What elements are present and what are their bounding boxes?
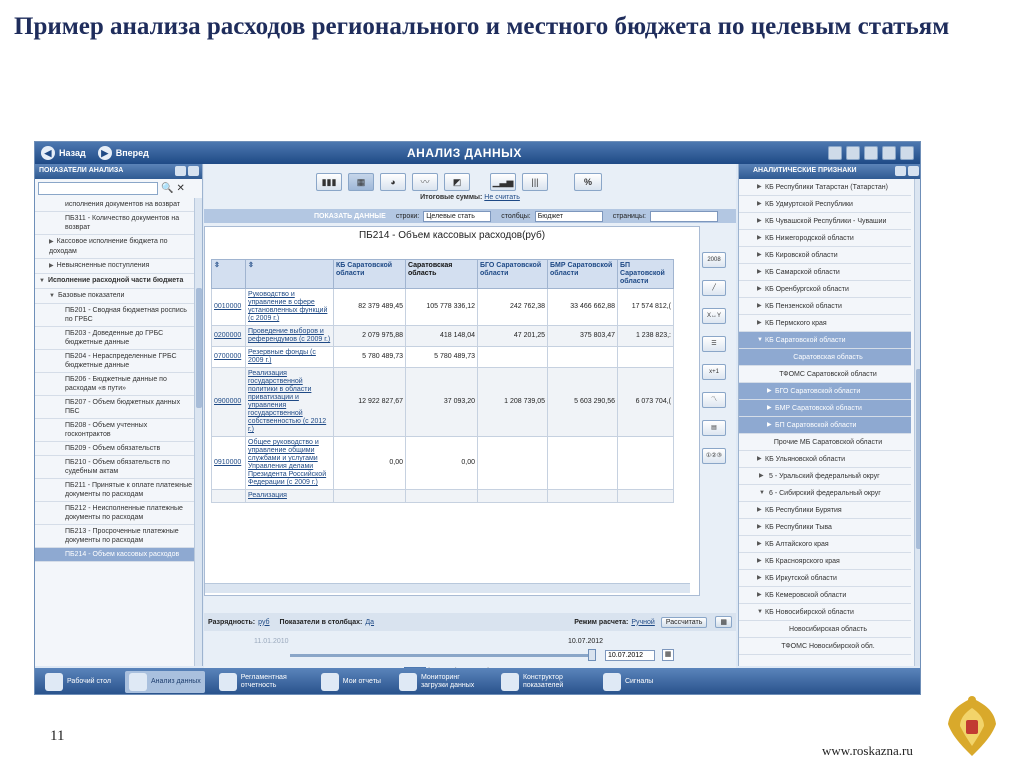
attribute-item[interactable] bbox=[739, 196, 911, 213]
collapsed-arrow-icon[interactable]: ▶ bbox=[759, 473, 764, 479]
module-icon bbox=[129, 673, 147, 691]
expanded-arrow-icon[interactable]: ▼ bbox=[49, 293, 55, 299]
digits-label: Разрядность: bbox=[208, 618, 256, 626]
expanded-arrow-icon[interactable]: ▼ bbox=[759, 490, 765, 496]
attribute-item[interactable] bbox=[739, 383, 911, 400]
totals-label: Итоговые суммы: bbox=[420, 194, 483, 201]
col-header-0[interactable]: КБ Саратовской области bbox=[334, 260, 406, 289]
indicator-item-label: ПБ204 - Нераспределенные ГРБС бюджетные данные bbox=[65, 353, 177, 369]
collapsed-arrow-icon[interactable]: ▶ bbox=[757, 252, 762, 258]
module-icon bbox=[219, 673, 237, 691]
site-url: www.roskazna.ru bbox=[822, 743, 913, 758]
sort-icon[interactable]: ⇳ bbox=[212, 260, 246, 289]
collapsed-arrow-icon[interactable]: ▶ bbox=[757, 303, 762, 309]
table-cell: 105 778 336,12 bbox=[406, 289, 478, 326]
table-cell: 5 603 290,56 bbox=[548, 368, 618, 437]
taskbar-item-label: Мониторинг загрузки данных bbox=[420, 674, 475, 689]
attribute-item-label: КБ Республики Бурятия bbox=[765, 507, 842, 514]
table-cell bbox=[478, 347, 548, 368]
taskbar-item[interactable] bbox=[497, 671, 589, 693]
attribute-item-label: КБ Кировской области bbox=[765, 252, 838, 259]
attribute-item[interactable] bbox=[739, 451, 911, 468]
attribute-item[interactable] bbox=[739, 230, 911, 247]
trend-icon[interactable]: 〽 bbox=[702, 392, 726, 408]
taskbar-item[interactable] bbox=[41, 671, 115, 693]
row-name-link[interactable]: Реализация bbox=[246, 490, 334, 503]
digits-link[interactable]: руб bbox=[258, 618, 270, 626]
upload-icon[interactable] bbox=[828, 146, 842, 160]
row-name-link[interactable]: Реализация государственной политики в области приватизации и управления государственной собственностью (с 2012 г.) bbox=[246, 368, 334, 437]
indicator-item-label: Кассовое исполнение бюджета по доходам bbox=[49, 238, 168, 255]
search-icon[interactable]: 🔍 bbox=[161, 183, 174, 194]
pages-select[interactable] bbox=[650, 211, 718, 222]
info-icon[interactable] bbox=[900, 146, 914, 160]
attribute-item[interactable] bbox=[739, 485, 911, 502]
indicators-panel-header bbox=[35, 164, 202, 179]
attribute-item-label: КБ Самарской области bbox=[765, 269, 840, 276]
attribute-item-label: КБ Саратовской области bbox=[765, 337, 846, 344]
attributes-list bbox=[739, 179, 911, 666]
indicator-item[interactable] bbox=[35, 479, 195, 502]
indicator-item-label: ПБ207 - Объем бюджетных данных ПБС bbox=[65, 399, 181, 415]
minimize-icon[interactable] bbox=[895, 166, 906, 176]
rows-select[interactable]: Целевые стать bbox=[423, 211, 491, 222]
attribute-item[interactable] bbox=[739, 349, 911, 366]
collapsed-arrow-icon[interactable]: ▶ bbox=[757, 218, 762, 224]
attribute-item-label: КБ Пензенской области bbox=[765, 303, 842, 310]
attribute-item-label: КБ Алтайского края bbox=[765, 541, 829, 548]
formula-icon[interactable]: x+1 bbox=[702, 364, 726, 380]
collapsed-arrow-icon[interactable]: ▶ bbox=[757, 269, 762, 275]
attribute-item[interactable] bbox=[739, 298, 911, 315]
pie-chart-icon[interactable]: ◕ bbox=[380, 173, 406, 191]
col-header-2[interactable]: БГО Саратовской области bbox=[478, 260, 548, 289]
attribute-item[interactable] bbox=[739, 621, 911, 638]
data-panel bbox=[204, 164, 736, 666]
minimize-icon[interactable] bbox=[175, 166, 186, 176]
indicator-item-label: ПБ214 - Объем кассовых расходов bbox=[65, 551, 180, 558]
rows-label: строки: bbox=[395, 212, 420, 220]
table-caption: ПБ214 - Объем кассовых расходов(руб) bbox=[358, 230, 546, 241]
table-cell bbox=[478, 437, 548, 490]
table-cell: 17 574 812,( bbox=[618, 289, 674, 326]
attribute-item[interactable] bbox=[739, 468, 911, 485]
timeline-slider-handle[interactable] bbox=[588, 649, 596, 661]
row-name-link[interactable]: Проведение выборов и референдумов (с 2009 г.) bbox=[246, 326, 334, 347]
attribute-item-label: КБ Оренбургской области bbox=[765, 286, 849, 293]
settings-bar bbox=[204, 613, 736, 631]
indicator-item-label: ПБ211 - Принятые к оплате платежные документы по расходам bbox=[65, 482, 193, 498]
arrow-right-icon: ▶ bbox=[98, 146, 112, 160]
attribute-item-label: 6 - Сибирский федеральный округ bbox=[769, 490, 881, 497]
indicators-panel-title: ПОКАЗАТЕЛИ АНАЛИЗА bbox=[39, 167, 124, 174]
taskbar-item[interactable] bbox=[215, 671, 307, 693]
indicator-item-label: Исполнение расходной части бюджета bbox=[47, 277, 184, 284]
attribute-item-label: Саратовская область bbox=[793, 354, 863, 361]
attribute-item[interactable] bbox=[739, 553, 911, 570]
attribute-item-label: ТФОМС Саратовской области bbox=[779, 371, 877, 378]
collapsed-arrow-icon[interactable]: ▶ bbox=[49, 239, 54, 245]
columns-indicator-label: Показатели в столбцах: bbox=[279, 618, 363, 626]
table-cell: 1 238 823,: bbox=[618, 326, 674, 347]
indicator-item-label: ПБ212 - Неисполненные платежные документы по расходам bbox=[65, 505, 183, 521]
attribute-item-label: КБ Новосибирской области bbox=[765, 609, 854, 616]
module-icon bbox=[45, 673, 63, 691]
module-icon bbox=[399, 673, 417, 691]
table-cell bbox=[618, 437, 674, 490]
back-button[interactable] bbox=[41, 146, 86, 160]
attribute-item[interactable] bbox=[739, 434, 911, 451]
expanded-arrow-icon[interactable]: ▼ bbox=[39, 278, 45, 284]
indicator-item-label: ПБ311 - Количество документов на возврат bbox=[65, 215, 180, 231]
compare-years-icon[interactable]: 2008 bbox=[702, 252, 726, 268]
side-tools bbox=[702, 252, 732, 476]
collapsed-arrow-icon[interactable]: ▶ bbox=[757, 201, 762, 207]
columns-select[interactable]: Бюджет bbox=[535, 211, 603, 222]
data-table-area bbox=[204, 226, 700, 596]
collapsed-arrow-icon[interactable]: ▶ bbox=[767, 405, 772, 411]
attribute-item-label: КБ Пермского края bbox=[765, 320, 827, 327]
taskbar-item-label: Мои отчеты bbox=[342, 678, 381, 685]
attribute-item[interactable] bbox=[739, 587, 911, 604]
map-icon[interactable]: ◩ bbox=[444, 173, 470, 191]
col-header-4[interactable]: БП Саратовской области bbox=[618, 260, 674, 289]
attribute-item-label: КБ Ульяновской области bbox=[765, 456, 846, 463]
attribute-item-label: БГО Саратовской области bbox=[775, 388, 861, 395]
attribute-item-label: КБ Республики Татарстан (Татарстан) bbox=[765, 184, 888, 191]
attribute-item-label: КБ Нижегородской области bbox=[765, 235, 854, 242]
show-data-button[interactable]: ПОКАЗАТЬ ДАННЫЕ bbox=[314, 212, 386, 220]
indicator-item-label: исполнения документов на возврат bbox=[65, 201, 181, 208]
table-cell bbox=[334, 490, 406, 503]
table-cell bbox=[548, 490, 618, 503]
table-row bbox=[212, 289, 674, 326]
attribute-item[interactable] bbox=[739, 213, 911, 230]
row-name-link[interactable]: Руководство и управление в сфере установленных функций (с 2009 г.) bbox=[246, 289, 334, 326]
collapsed-arrow-icon[interactable]: ▶ bbox=[757, 456, 762, 462]
attribute-item[interactable] bbox=[739, 332, 911, 349]
attribute-item-label: Прочие МБ Саратовской области bbox=[773, 439, 883, 446]
settings-icon[interactable] bbox=[864, 146, 878, 160]
date-input[interactable] bbox=[605, 650, 655, 661]
attribute-item-label: Новосибирская область bbox=[789, 626, 867, 633]
collapsed-arrow-icon[interactable]: ▶ bbox=[49, 263, 54, 269]
attribute-item-label: КБ Удмуртской Республики bbox=[765, 201, 853, 208]
indicator-item[interactable] bbox=[35, 419, 195, 442]
attributes-panel-header bbox=[739, 164, 921, 179]
attribute-item[interactable] bbox=[739, 502, 911, 519]
axis-icon[interactable]: ╱ bbox=[702, 280, 726, 296]
indicator-item[interactable] bbox=[35, 373, 195, 396]
row-code-link[interactable]: 0900000 bbox=[212, 368, 246, 437]
indicator-item[interactable] bbox=[35, 304, 195, 327]
export-icon[interactable]: ▦ bbox=[715, 616, 732, 628]
attribute-item[interactable] bbox=[739, 604, 911, 621]
coat-of-arms-logo bbox=[942, 690, 1002, 762]
page-number: 11 bbox=[50, 728, 65, 744]
indicator-item[interactable] bbox=[35, 327, 195, 350]
indicators-panel bbox=[35, 164, 203, 666]
attribute-item-label: КБ Республики Тыва bbox=[765, 524, 832, 531]
table-cell: 33 466 662,88 bbox=[548, 289, 618, 326]
taskbar-item[interactable] bbox=[599, 671, 657, 693]
table-cell bbox=[406, 490, 478, 503]
right-scrollbar[interactable] bbox=[914, 179, 921, 666]
collapsed-arrow-icon[interactable]: ▶ bbox=[767, 422, 772, 428]
histogram-icon[interactable]: ▁▃▅ bbox=[490, 173, 516, 191]
totals-row bbox=[204, 194, 736, 201]
indicator-item[interactable] bbox=[35, 235, 195, 259]
expanded-arrow-icon[interactable]: ▼ bbox=[757, 337, 763, 343]
print-icon[interactable] bbox=[882, 146, 896, 160]
attribute-item[interactable] bbox=[739, 179, 911, 196]
data-table bbox=[211, 259, 674, 503]
table-row bbox=[212, 437, 674, 490]
taskbar-item-label: Анализ данных bbox=[150, 678, 201, 685]
indicator-item-label: ПБ210 - Объем обязательств по судебным актам bbox=[65, 459, 170, 475]
indicator-item[interactable] bbox=[35, 525, 195, 548]
taskbar-item-label: Рабочий стол bbox=[67, 678, 111, 685]
mode-link[interactable]: Ручной bbox=[631, 618, 655, 626]
collapsed-arrow-icon[interactable]: ▶ bbox=[757, 558, 762, 564]
indicator-item[interactable] bbox=[35, 289, 195, 304]
bars-icon[interactable]: ||| bbox=[522, 173, 548, 191]
indicator-item-label: ПБ208 - Объем учтенных госконтрактов bbox=[65, 422, 148, 438]
left-scrollbar[interactable] bbox=[194, 198, 202, 666]
attribute-item[interactable] bbox=[739, 570, 911, 587]
collapse-icon[interactable] bbox=[908, 166, 919, 176]
attribute-item[interactable] bbox=[739, 366, 911, 383]
collapsed-arrow-icon[interactable]: ▶ bbox=[757, 541, 762, 547]
analysis-window bbox=[34, 141, 921, 695]
table-row bbox=[212, 347, 674, 368]
steps-icon[interactable]: ①②③ bbox=[702, 448, 726, 464]
table-cell bbox=[618, 347, 674, 368]
attribute-item[interactable] bbox=[739, 400, 911, 417]
module-icon bbox=[603, 673, 621, 691]
indicator-item[interactable] bbox=[35, 259, 195, 274]
sort-icon[interactable]: ⇳ bbox=[246, 260, 334, 289]
columns-label: столбцы: bbox=[501, 212, 531, 220]
close-icon[interactable]: ✕ bbox=[176, 183, 185, 194]
attribute-item-label: КБ Кемеровской области bbox=[765, 592, 847, 599]
table-row bbox=[212, 368, 674, 437]
forward-button[interactable] bbox=[98, 146, 149, 160]
save-icon[interactable] bbox=[846, 146, 860, 160]
table-cell: 418 148,04 bbox=[406, 326, 478, 347]
forward-label: Вперед bbox=[115, 148, 149, 158]
indicator-item-label: ПБ206 - Бюджетные данные по расходам «в пути» bbox=[65, 376, 167, 392]
row-code-link[interactable]: 0700000 bbox=[212, 347, 246, 368]
slide-title: Пример анализа расходов регионального и местного бюджета по целевым статьям bbox=[14, 13, 950, 40]
table-cell: 375 803,47 bbox=[548, 326, 618, 347]
totals-link[interactable]: Не считать bbox=[484, 194, 520, 201]
table-horizontal-scrollbar[interactable] bbox=[205, 583, 690, 593]
bar-chart-icon[interactable]: ▮▮▮ bbox=[316, 173, 342, 191]
table-row bbox=[212, 490, 674, 503]
collapsed-arrow-icon[interactable]: ▶ bbox=[757, 575, 762, 581]
arrow-left-icon: ◀ bbox=[41, 146, 55, 160]
table-cell bbox=[548, 437, 618, 490]
table-cell: 82 379 489,45 bbox=[334, 289, 406, 326]
taskbar-item[interactable] bbox=[317, 671, 385, 693]
row-code-link[interactable]: 0010000 bbox=[212, 289, 246, 326]
table-cell: 242 762,38 bbox=[478, 289, 548, 326]
calculate-button[interactable]: Рассчитать bbox=[661, 617, 708, 628]
indicator-item-label: Невыясненные поступления bbox=[56, 262, 150, 269]
indicator-item[interactable] bbox=[35, 442, 195, 456]
columns-indicator-link[interactable]: Да bbox=[365, 618, 375, 626]
table-cell bbox=[478, 490, 548, 503]
row-code-link[interactable] bbox=[212, 490, 246, 503]
collapsed-arrow-icon[interactable]: ▶ bbox=[757, 592, 762, 598]
table-cell: 6 073 704,( bbox=[618, 368, 674, 437]
timeline-start-date: 11.01.2010 bbox=[254, 638, 289, 645]
attribute-item[interactable] bbox=[739, 417, 911, 434]
timeline-slider[interactable] bbox=[290, 654, 590, 657]
window-topbar bbox=[35, 142, 920, 164]
mode-label: Режим расчета: bbox=[574, 618, 629, 626]
table-cell: 12 922 827,67 bbox=[334, 368, 406, 437]
calendar-icon[interactable]: ▦ bbox=[662, 649, 674, 661]
indicator-item[interactable] bbox=[35, 198, 195, 212]
indicator-item[interactable] bbox=[35, 350, 195, 373]
indicator-item[interactable] bbox=[35, 396, 195, 419]
indicator-item[interactable] bbox=[35, 456, 195, 479]
attribute-item-label: КБ Чувашской Республики - Чувашии bbox=[765, 218, 887, 225]
collapsed-arrow-icon[interactable]: ▶ bbox=[767, 388, 772, 394]
row-name-link[interactable]: Общее руководство и управление общими службами и услугами Управления делами Президента Российской Федерации (с 2009 г.) bbox=[246, 437, 334, 490]
attribute-item-label: ТФОМС Новосибирской обл. bbox=[781, 643, 875, 650]
table-row bbox=[212, 326, 674, 347]
table-cell: 5 780 489,73 bbox=[334, 347, 406, 368]
table-cell: 47 201,25 bbox=[478, 326, 548, 347]
taskbar-item[interactable] bbox=[395, 671, 487, 693]
attribute-item[interactable] bbox=[739, 536, 911, 553]
table-cell: 0,00 bbox=[334, 437, 406, 490]
row-code-link[interactable]: 0910000 bbox=[212, 437, 246, 490]
collapsed-arrow-icon[interactable]: ▶ bbox=[757, 235, 762, 241]
taskbar-item-label: Конструктор показателей bbox=[522, 674, 564, 689]
collapsed-arrow-icon[interactable]: ▶ bbox=[757, 507, 762, 513]
col-header-1[interactable]: Саратовская область bbox=[406, 260, 478, 289]
swap-icon[interactable]: X↔Y bbox=[702, 308, 726, 324]
row-code-link[interactable]: 0200000 bbox=[212, 326, 246, 347]
percent-button[interactable]: % bbox=[574, 173, 602, 191]
collapsed-arrow-icon[interactable]: ▶ bbox=[757, 524, 762, 530]
attribute-item[interactable] bbox=[739, 247, 911, 264]
back-label: Назад bbox=[59, 148, 86, 158]
table-cell bbox=[618, 490, 674, 503]
taskbar-item-label: Регламентная отчетность bbox=[240, 674, 287, 689]
indicator-item-label: ПБ213 - Просроченные платежные документы по расходам bbox=[65, 528, 179, 544]
indicator-item[interactable] bbox=[35, 212, 195, 235]
table-cell: 5 780 489,73 bbox=[406, 347, 478, 368]
line-chart-icon[interactable]: 〰 bbox=[412, 173, 438, 191]
attribute-item-label: БП Саратовской области bbox=[775, 422, 857, 429]
table-cell: 37 093,20 bbox=[406, 368, 478, 437]
row-name-link[interactable]: Резервные фонды (с 2009 г.) bbox=[246, 347, 334, 368]
attribute-item[interactable] bbox=[739, 638, 911, 655]
attribute-item[interactable] bbox=[739, 315, 911, 332]
indicator-item[interactable] bbox=[35, 548, 195, 562]
table-cell: 0,00 bbox=[406, 437, 478, 490]
expanded-arrow-icon[interactable]: ▼ bbox=[757, 609, 763, 615]
table-cell: 1 208 739,05 bbox=[478, 368, 548, 437]
taskbar-item-label: Сигналы bbox=[624, 678, 654, 685]
collapsed-arrow-icon[interactable]: ▶ bbox=[757, 286, 762, 292]
attribute-item[interactable] bbox=[739, 519, 911, 536]
taskbar-item[interactable] bbox=[125, 671, 205, 693]
table-view-icon[interactable]: ▦ bbox=[348, 173, 374, 191]
col-header-3[interactable]: БМР Саратовской области bbox=[548, 260, 618, 289]
indicator-search-input[interactable] bbox=[38, 182, 158, 195]
attributes-panel bbox=[738, 164, 921, 666]
indicator-item[interactable] bbox=[35, 274, 195, 289]
attribute-item[interactable] bbox=[739, 264, 911, 281]
module-icon bbox=[321, 673, 339, 691]
indicators-list bbox=[35, 198, 195, 666]
attributes-panel-title: АНАЛИТИЧЕСКИЕ ПРИЗНАКИ bbox=[753, 167, 857, 174]
timeline-end-date: 10.07.2012 bbox=[568, 638, 604, 645]
attribute-item-label: КБ Красноярского края bbox=[765, 558, 840, 565]
indicator-item-label: ПБ201 - Сводная бюджетная роспись по ГРБС bbox=[65, 307, 187, 323]
collapsed-arrow-icon[interactable]: ▶ bbox=[757, 320, 762, 326]
indicator-item-label: Базовые показатели bbox=[57, 292, 125, 299]
attribute-item-label: КБ Иркутской области bbox=[765, 575, 837, 582]
collapse-icon[interactable] bbox=[188, 166, 199, 176]
collapsed-arrow-icon[interactable]: ▶ bbox=[757, 184, 762, 190]
attribute-item-label: 5 - Уральский федеральный округ bbox=[769, 473, 880, 480]
attribute-item[interactable] bbox=[739, 281, 911, 298]
indicator-item-label: ПБ203 - Доведенные до ГРБС бюджетные данные bbox=[65, 330, 164, 346]
pages-label: страницы: bbox=[612, 212, 646, 220]
window-title: АНАЛИЗ ДАННЫХ bbox=[407, 146, 522, 160]
table-cell bbox=[548, 347, 618, 368]
module-icon bbox=[501, 673, 519, 691]
grid-icon[interactable]: ▤ bbox=[702, 420, 726, 436]
module-taskbar bbox=[35, 668, 921, 695]
show-data-bar bbox=[204, 209, 736, 223]
indicator-item-label: ПБ209 - Объем обязательств bbox=[65, 445, 161, 452]
filter-icon[interactable]: ☰ bbox=[702, 336, 726, 352]
attribute-item-label: БМР Саратовской области bbox=[775, 405, 862, 412]
table-cell: 2 079 975,88 bbox=[334, 326, 406, 347]
indicator-item[interactable] bbox=[35, 502, 195, 525]
